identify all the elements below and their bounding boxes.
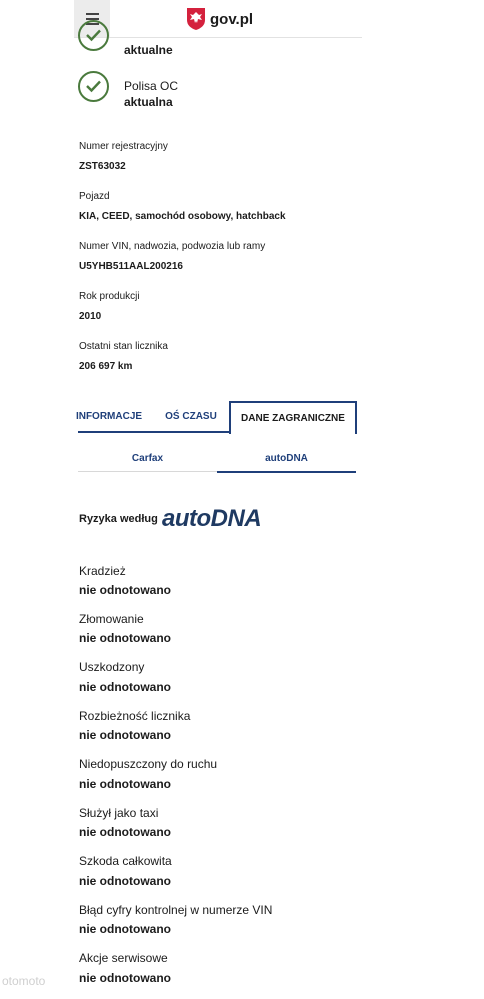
tab-dane-zagraniczne[interactable]: DANE ZAGRANICZNE	[229, 401, 357, 434]
field-value-vin: U5YHB511AAL200216	[79, 261, 183, 272]
field-value-vehicle: KIA, CEED, samochód osobowy, hatchback	[79, 211, 286, 222]
risk-label-recalls: Akcje serwisowe	[79, 951, 168, 965]
risk-value-damaged: nie odnotowano	[79, 680, 171, 694]
field-value-year: 2010	[79, 311, 102, 322]
risk-label-vin-check-digit: Błąd cyfry kontrolnej w numerze VIN	[79, 903, 273, 917]
source-subtabs	[78, 445, 356, 473]
risk-value-taxi: nie odnotowano	[79, 825, 171, 839]
field-label-mileage: Ostatni stan licznika	[79, 341, 168, 352]
eagle-emblem-icon	[186, 7, 206, 31]
field-label-vehicle: Pojazd	[79, 191, 110, 202]
risk-section-title: Ryzyka według	[79, 513, 158, 525]
risk-label-theft: Kradzież	[79, 564, 126, 578]
risk-label-damaged: Uszkodzony	[79, 660, 145, 674]
gov-pl-logo[interactable]	[186, 7, 253, 31]
risk-value-recalls: nie odnotowano	[79, 971, 171, 985]
main-tabs	[75, 401, 356, 433]
check-label: Polisa OC	[124, 79, 179, 93]
tabs-underline	[78, 431, 229, 433]
subtab-autodna[interactable]: autoDNA	[217, 445, 356, 473]
subtab-carfax[interactable]: Carfax	[78, 445, 217, 472]
field-value-registration: ZST63032	[79, 161, 126, 172]
check-status: aktualna	[124, 95, 173, 109]
field-label-registration: Numer rejestracyjny	[79, 141, 168, 152]
field-value-mileage: 206 697 km	[79, 361, 133, 372]
risk-label-total-loss: Szkoda całkowita	[79, 854, 172, 868]
tab-os-czasu[interactable]: OŚ CZASU	[165, 410, 217, 422]
header-divider	[74, 37, 362, 38]
tab-informacje[interactable]: INFORMACJE	[75, 410, 143, 422]
risk-value-total-loss: nie odnotowano	[79, 874, 171, 888]
check-circle-icon	[78, 71, 109, 102]
risk-value-odometer: nie odnotowano	[79, 728, 171, 742]
autodna-logo: autoDNA	[162, 505, 262, 532]
field-label-vin: Numer VIN, nadwozia, podwozia lub ramy	[79, 241, 266, 252]
top-header	[0, 0, 484, 38]
risk-label-taxi: Służył jako taxi	[79, 806, 159, 820]
risk-value-not-roadworthy: nie odnotowano	[79, 777, 171, 791]
risk-value-theft: nie odnotowano	[79, 583, 171, 597]
check-status: aktualne	[124, 43, 173, 57]
field-label-year: Rok produkcji	[79, 291, 140, 302]
risk-label-odometer: Rozbieżność licznika	[79, 709, 191, 723]
risk-label-not-roadworthy: Niedopuszczony do ruchu	[79, 757, 218, 771]
logo-text: gov.pl	[210, 10, 254, 28]
check-circle-icon	[78, 20, 109, 51]
risk-value-scrapped: nie odnotowano	[79, 631, 171, 645]
watermark: otomoto	[2, 974, 46, 988]
risk-value-vin-check-digit: nie odnotowano	[79, 922, 171, 936]
risk-label-scrapped: Złomowanie	[79, 612, 144, 626]
